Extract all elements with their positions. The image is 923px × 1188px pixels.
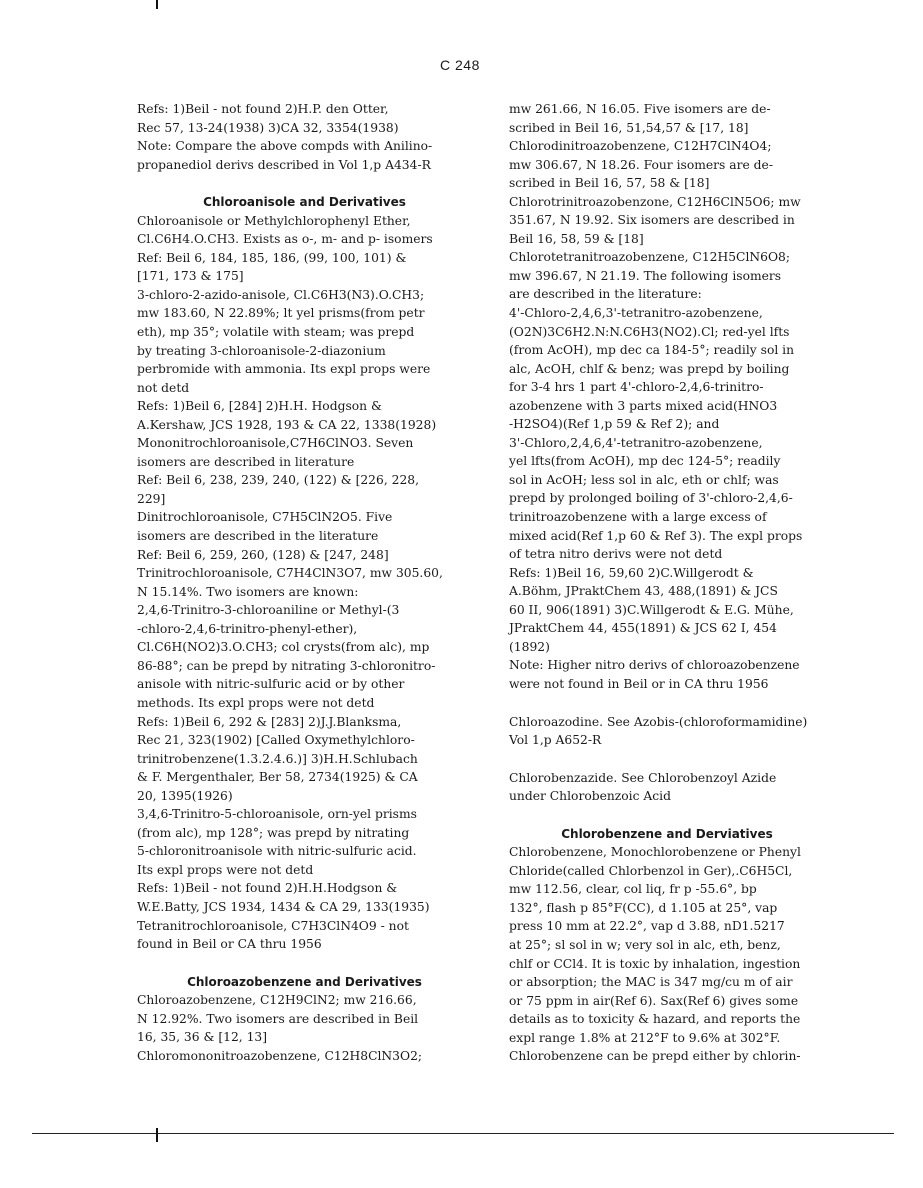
chloroanisole-body: Chloroanisole or Methylchlorophenyl Ether, Cl.C6H4.O.CH3. Exists as o-, m- and p- isomers Ref: Beil 6, 184, 185, 186, (99, 100, 101) & [171, 173 & 175] 3-chloro-2-azido-anisole, Cl.C6H3(N3).O.CH3; mw 183.60, N 22.89%; lt yel prisms(from petr eth), mp 35°; volatile with steam; was prepd by treating 3-chloroanisole-2-diazonium perbromide with ammonia. Its expl props were not detd Refs: 1)Beil 6, [284] 2)H.H. Hodgson & A.Kershaw, JCS 1928, 193 & CA 22, 1338(1928) Mononitrochloroanisole,C7H6ClNO3. Seven isomers are described in literature Ref: Beil 6, 238, 239, 240, (122) & [226, 228, 229] Dinitrochloroanisole, C7H5ClN2O5. Five isomers are described in the literature Ref: Beil 6, 259, 260, (128) & [247, 248] Trinitrochloroanisole, C7H4ClN3O7, mw 305.60, N 15.14%. Two isomers are known: 2,4,6-Trinitro-3-chloroaniline or Methyl-(3 -chloro-2,4,6-trinitro-phenyl-ether), Cl.C6H(NO2)3.O.CH3; col crysts(from alc), mp 86-88°; can be prepd by nitrating 3-chloronitro- anisole with nitric-sulfuric acid or by other methods. Its expl props were not detd Refs: 1)Beil 6, 292 & [283] 2)J.J.Blanksma, Rec 21, 323(1902) [Called Oxymethylchloro- trinitrobenzene(1.3.2.4.6.)] 3)H.H.Schlubach & F. Mergenthaler, Ber 58, 2734(1925) & CA 20, 1395(1926) 3,4,6-Trinitro-5-chloroanisole, orn-yel prisms (from alc), mp 128°; was prepd by nitrating 5-chloronitroanisole with nitric-sulfuric acid. Its expl props were not detd Refs: 1)Beil - not found 2)H.H.Hodgson & W.E.Batty, JCS 1934, 1434 & CA 29, 133(1935) Tetranitrochloroanisole, C7H3ClN4O9 - not found in Beil or CA thru 1956 [137, 213, 443, 952]
page-number: C 248 [440, 57, 480, 73]
left-column [137, 100, 472, 1065]
bottom-rule [32, 1133, 894, 1134]
refs-block: Refs: 1)Beil - not found 2)H.P. den Otter, Rec 57, 13-24(1938) 3)CA 32, 3354(1938) Note: Compare the above compds with Anilino- propanediol derivs described in Vol 1,p A434-R [137, 102, 433, 172]
chlorobenzene-body: Chlorobenzene, Monochlorobenzene or Phenyl Chloride(called Chlorbenzol in Ger),.C6H5Cl, mw 112.56, clear, col liq, fr p -55.6°, bp 132°, flash p 85°F(CC), d 1.105 at 25°, vap press 10 mm at 22.2°, vap d 3.88, nD1.5217 at 25°; sl sol in w; very sol in alc, eth, benz, chlf or CCl4. It is toxic by inhalation, ingestion or absorption; the MAC is 347 mg/cu m of air or 75 ppm in air(Ref 6). Sax(Ref 6) gives some details as to toxicity & hazard, and reports the expl range 1.8% at 212°F to 9.6% at 302°F. Chlorobenzene can be prepd either by chlorin- [509, 845, 801, 1064]
top-margin-mark [156, 0, 158, 9]
bottom-margin-mark [156, 1128, 158, 1142]
chloroazobenzene-derivs-body: mw 261.66, N 16.05. Five isomers are de- scribed in Beil 16, 51,54,57 & [17, 18] Chlorodinitroazobenzene, C12H7ClN4O4; mw 306.67, N 18.26. Four isomers are de- scribed in Beil 16, 57, 58 & [18] Chlorotrinitroazobenzone, C12H6ClN5O6; mw 351.67, N 19.92. Six isomers are described in Beil 16, 58, 59 & [18] Chlorotetranitroazobenzene, C12H5ClN6O8; mw 396.67, N 21.19. The following isomers are described in the literature: 4'-Chloro-2,4,6,3'-tetranitro-azobenzene, (O2N)3C6H2.N:N.C6H3(NO2).Cl; red-yel lfts (from AcOH), mp dec ca 184-5°; readily sol in alc, AcOH, chlf & benz; was prepd by boiling for 3-4 hrs 1 part 4'-chloro-2,4,6-trinitro- azobenzene with 3 parts mixed acid(HNO3 -H2SO4)(Ref 1,p 59 & Ref 2); and 3'-Chloro,2,4,6,4'-tetranitro-azobenzene, yel lfts(from AcOH), mp dec 124-5°; readily sol in AcOH; less sol in alc, eth or chlf; was prepd by prolonged boiling of 3'-chloro-2,4,6- trinitroazobenzene with a large excess of mixed acid(Ref 1,p 60 & Ref 3). The expl props of tetra nitro derivs were not detd Refs: 1)Beil 16, 59,60 2)C.Willgerodt & A.Böhm, JPraktChem 43, 488,(1891) & JCS 60 II, 906(1891) 3)C.Willgerodt & E.G. Mühe, JPraktChem 44, 455(1891) & JCS 62 I, 454 (1892) Note: Higher nitro derivs of chloroazobenzene were not found in Beil or in CA thru 1956 [509, 102, 803, 691]
section-heading-chloroazobenzene: Chloroazobenzene and Derivatives [187, 974, 422, 989]
chloroazobenzene-body: Chloroazobenzene, C12H9ClN2; mw 216.66, N 12.92%. Two isomers are described in Beil 16, 35, 36 & [12, 13] Chloromononitroazobenzene, C12H8ClN3O2; [137, 993, 423, 1063]
chloroazodine-entry: Chloroazodine. See Azobis-(chloroformamidine) Vol 1,p A652-R [509, 714, 808, 748]
section-heading-chloroanisole: Chloroanisole and Derivatives [203, 195, 406, 210]
right-column [509, 100, 825, 1066]
section-heading-chlorobenzene: Chlorobenzene and Derviatives [561, 826, 773, 841]
chlorobenzazide-entry: Chlorobenzazide. See Chlorobenzoyl Azide under Chlorobenzoic Acid [509, 770, 777, 804]
